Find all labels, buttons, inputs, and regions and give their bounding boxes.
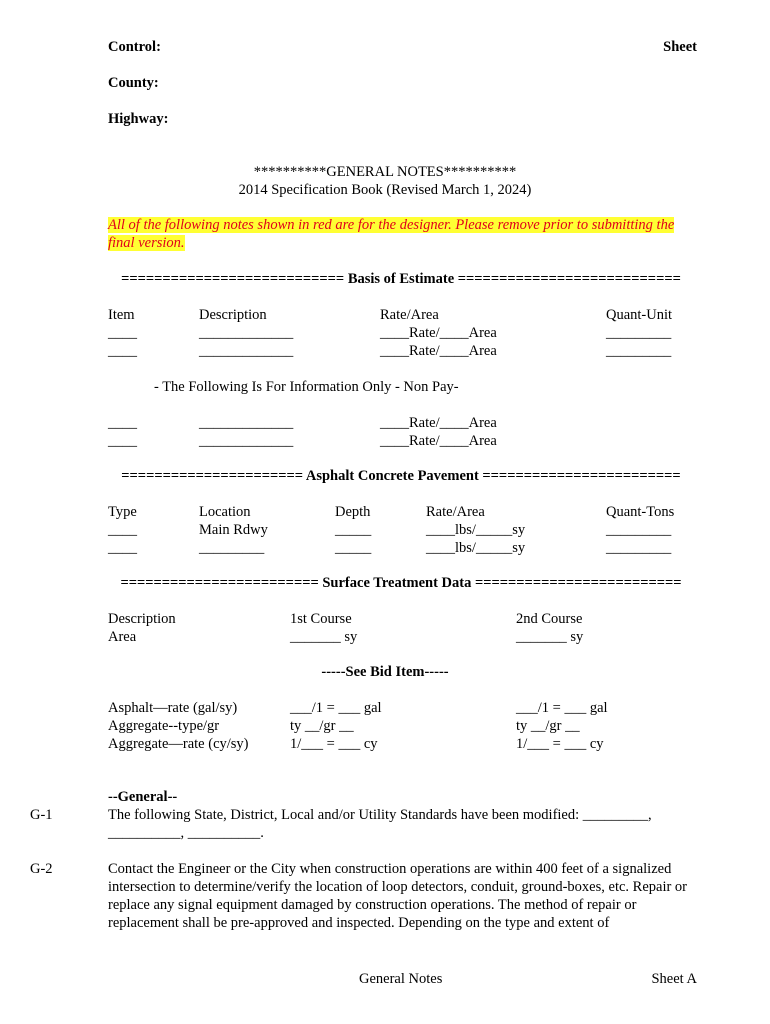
- asphalt-blank-depth: _____: [335, 540, 372, 556]
- county-label: County:: [108, 75, 159, 91]
- basis-blank-description: _____________: [199, 325, 294, 341]
- surface-description: Description: [108, 611, 176, 627]
- info-blank-description: _____________: [199, 415, 294, 431]
- surface-course-1: 1st Course: [290, 611, 352, 627]
- control-label: Control:: [108, 39, 161, 55]
- designer-note: All of the following notes shown in red are for the designer. Please remove prior to submitting the final version.: [108, 217, 675, 251]
- surface-row-label: Aggregate—rate (cy/sy): [108, 736, 249, 752]
- surface-row-value: 1/___ = ___ cy: [290, 736, 378, 752]
- note-text-g2: Contact the Engineer or the City when construction operations are within 400 feet of a signalized intersection to determine/verify the location of loop detectors, conduit, ground-boxes, etc. Repair or replace any signal equipment damaged by construction operations. The method of repair or replacement shall be pre-approved and inspected. Depending on the type and extent of: [108, 861, 688, 931]
- asphalt-header-type: Type: [108, 504, 137, 520]
- note-id-g2: G-2: [30, 861, 53, 877]
- note-text-g1: The following State, District, Local and/or Utility Standards have been modified: _________, __________, __________.: [108, 807, 652, 841]
- asphalt-header-location: Location: [199, 504, 251, 520]
- asphalt-blank-type: ____: [108, 540, 137, 556]
- basis-blank-rate: ____Rate/____Area: [380, 343, 497, 359]
- asphalt-divider: ====================== Asphalt Concrete Pavement ========================: [121, 468, 681, 484]
- asphalt-blank-location: _________: [199, 540, 265, 556]
- basis-blank-rate: ____Rate/____Area: [380, 325, 497, 341]
- asphalt-blank-rate: ____lbs/_____sy: [426, 522, 526, 538]
- info-only-label: - The Following Is For Information Only - Non Pay-: [154, 379, 459, 395]
- basis-blank-quant: _________: [606, 325, 672, 341]
- surface-course-1-area: _______ sy: [290, 629, 358, 645]
- basis-header-rate: Rate/Area: [380, 307, 439, 323]
- basis-header-description: Description: [199, 307, 267, 323]
- asphalt-header-depth: Depth: [335, 504, 371, 520]
- asphalt-location-value: Main Rdwy: [199, 522, 268, 538]
- general-heading: --General--: [108, 789, 178, 805]
- basis-blank-description: _____________: [199, 343, 294, 359]
- note-id-g1: G-1: [30, 807, 53, 823]
- highway-label: Highway:: [108, 111, 169, 127]
- surface-row-value: ty __/gr __: [290, 718, 354, 734]
- info-blank-item: ____: [108, 415, 137, 431]
- footer-title: General Notes: [359, 971, 443, 987]
- surface-row-label: Aggregate--type/gr: [108, 718, 220, 734]
- surface-row-value: 1/___ = ___ cy: [516, 736, 604, 752]
- sheet-label: Sheet: [663, 39, 697, 55]
- basis-blank-item: ____: [108, 343, 137, 359]
- surface-row-label: Asphalt—rate (gal/sy): [108, 700, 238, 716]
- surface-course-2-area: _______ sy: [516, 629, 584, 645]
- see-bid-item: -----See Bid Item-----: [321, 664, 449, 680]
- basis-blank-item: ____: [108, 325, 137, 341]
- page-title: **********GENERAL NOTES**********: [253, 164, 517, 180]
- footer-sheet: Sheet A: [651, 971, 697, 987]
- basis-divider: =========================== Basis of Estimate ===========================: [121, 271, 681, 287]
- info-blank-description: _____________: [199, 433, 294, 449]
- info-blank-item: ____: [108, 433, 137, 449]
- surface-divider: ======================== Surface Treatment Data =========================: [120, 575, 682, 591]
- basis-header-quant: Quant-Unit: [606, 307, 673, 323]
- surface-row-value: ___/1 = ___ gal: [290, 700, 382, 716]
- info-blank-rate: ____Rate/____Area: [380, 433, 497, 449]
- asphalt-blank-type: ____: [108, 522, 137, 538]
- basis-header-item: Item: [108, 307, 135, 323]
- asphalt-blank-quant: _________: [606, 540, 672, 556]
- surface-row-value: ___/1 = ___ gal: [516, 700, 608, 716]
- asphalt-blank-quant: _________: [606, 522, 672, 538]
- surface-course-2: 2nd Course: [516, 611, 583, 627]
- surface-row-value: ty __/gr __: [516, 718, 580, 734]
- asphalt-header-quant: Quant-Tons: [606, 504, 675, 520]
- asphalt-blank-rate: ____lbs/_____sy: [426, 540, 526, 556]
- info-blank-rate: ____Rate/____Area: [380, 415, 497, 431]
- asphalt-header-rate: Rate/Area: [426, 504, 485, 520]
- surface-area: Area: [108, 629, 137, 645]
- basis-blank-quant: _________: [606, 343, 672, 359]
- asphalt-blank-depth: _____: [335, 522, 372, 538]
- page-subtitle: 2014 Specification Book (Revised March 1, 2024): [238, 182, 532, 198]
